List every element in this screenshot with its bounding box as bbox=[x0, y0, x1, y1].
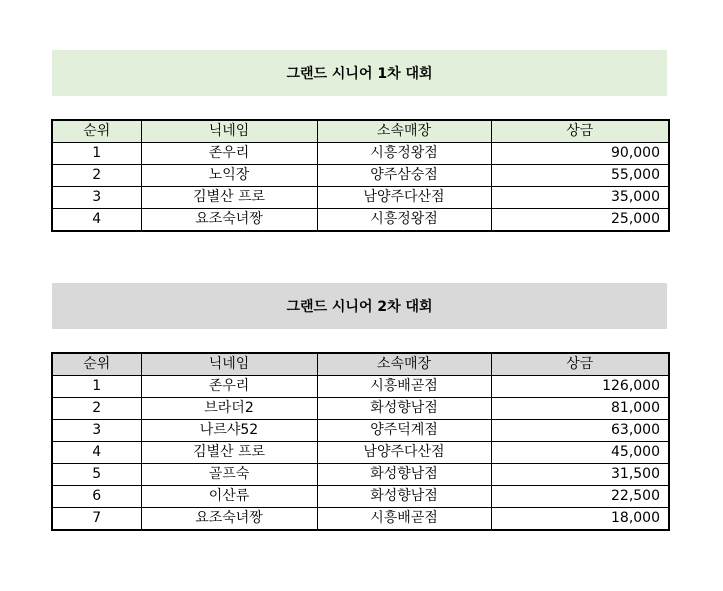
store-cell: 시흥정왕점 bbox=[317, 209, 491, 232]
prize-cell: 31,500 bbox=[491, 464, 669, 486]
store-cell: 양주덕계점 bbox=[317, 420, 491, 442]
table-row bbox=[52, 165, 669, 187]
prize-cell: 25,000 bbox=[491, 209, 669, 232]
header-nickname: 닉네임 bbox=[141, 353, 317, 376]
rank-cell: 6 bbox=[52, 486, 141, 508]
prize-cell: 63,000 bbox=[491, 420, 669, 442]
rank-cell: 2 bbox=[52, 165, 141, 187]
store-cell: 화성향남점 bbox=[317, 486, 491, 508]
prize-cell: 45,000 bbox=[491, 442, 669, 464]
nickname-cell: 김별산 프로 bbox=[141, 187, 317, 209]
table-row bbox=[52, 508, 669, 531]
nickname-cell: 나르샤52 bbox=[141, 420, 317, 442]
tournament-1-title: 그랜드 시니어 1차 대회 bbox=[286, 66, 433, 82]
table-header-row bbox=[52, 353, 669, 376]
tournament-2-title-banner bbox=[52, 283, 667, 329]
rank-cell: 4 bbox=[52, 442, 141, 464]
nickname-cell: 요조숙녀짱 bbox=[141, 508, 317, 531]
header-rank: 순위 bbox=[52, 353, 141, 376]
rank-cell: 1 bbox=[52, 376, 141, 398]
prize-cell: 35,000 bbox=[491, 187, 669, 209]
header-store: 소속매장 bbox=[317, 120, 491, 143]
rank-cell: 7 bbox=[52, 508, 141, 531]
header-rank: 순위 bbox=[52, 120, 141, 143]
table-row bbox=[52, 486, 669, 508]
prize-cell: 18,000 bbox=[491, 508, 669, 531]
store-cell: 양주삼숭점 bbox=[317, 165, 491, 187]
store-cell: 남양주다산점 bbox=[317, 442, 491, 464]
rank-cell: 4 bbox=[52, 209, 141, 232]
store-cell: 화성향남점 bbox=[317, 464, 491, 486]
table-row bbox=[52, 464, 669, 486]
store-cell: 화성향남점 bbox=[317, 398, 491, 420]
rank-cell: 1 bbox=[52, 143, 141, 165]
table-row bbox=[52, 376, 669, 398]
nickname-cell: 브라더2 bbox=[141, 398, 317, 420]
rank-cell: 3 bbox=[52, 420, 141, 442]
table-header-row bbox=[52, 120, 669, 143]
table-row bbox=[52, 442, 669, 464]
table-row bbox=[52, 398, 669, 420]
store-cell: 남양주다산점 bbox=[317, 187, 491, 209]
rank-cell: 5 bbox=[52, 464, 141, 486]
rank-cell: 3 bbox=[52, 187, 141, 209]
nickname-cell: 존우리 bbox=[141, 143, 317, 165]
table-row bbox=[52, 420, 669, 442]
table-row bbox=[52, 187, 669, 209]
nickname-cell: 이산류 bbox=[141, 486, 317, 508]
prize-cell: 90,000 bbox=[491, 143, 669, 165]
nickname-cell: 노익장 bbox=[141, 165, 317, 187]
tournament-1-title-banner bbox=[52, 50, 667, 96]
tournament-2-results-table bbox=[51, 352, 670, 531]
header-prize: 상금 bbox=[491, 120, 669, 143]
tournament-2-rows bbox=[52, 376, 669, 531]
prize-cell: 126,000 bbox=[491, 376, 669, 398]
table-row bbox=[52, 209, 669, 232]
nickname-cell: 김별산 프로 bbox=[141, 442, 317, 464]
tournament-1-rows bbox=[52, 143, 669, 232]
header-store: 소속매장 bbox=[317, 353, 491, 376]
store-cell: 시흥배곧점 bbox=[317, 376, 491, 398]
nickname-cell: 존우리 bbox=[141, 376, 317, 398]
nickname-cell: 골프숙 bbox=[141, 464, 317, 486]
prize-cell: 81,000 bbox=[491, 398, 669, 420]
prize-cell: 55,000 bbox=[491, 165, 669, 187]
tournament-2-title: 그랜드 시니어 2차 대회 bbox=[286, 299, 433, 315]
store-cell: 시흥정왕점 bbox=[317, 143, 491, 165]
table-row bbox=[52, 143, 669, 165]
tournament-1-results-table bbox=[51, 119, 670, 232]
rank-cell: 2 bbox=[52, 398, 141, 420]
header-prize: 상금 bbox=[491, 353, 669, 376]
prize-cell: 22,500 bbox=[491, 486, 669, 508]
store-cell: 시흥배곧점 bbox=[317, 508, 491, 531]
nickname-cell: 요조숙녀짱 bbox=[141, 209, 317, 232]
header-nickname: 닉네임 bbox=[141, 120, 317, 143]
